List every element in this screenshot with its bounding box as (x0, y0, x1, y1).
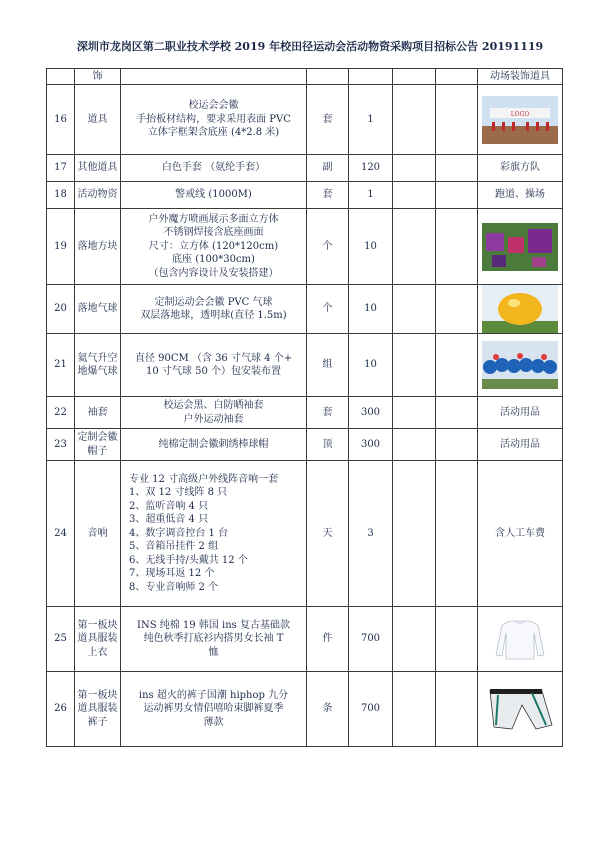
quantity: 700 (349, 607, 393, 672)
table-row (47, 607, 563, 672)
empty-cell (393, 461, 436, 607)
description-line: 8、专业音响师 2 个 (129, 581, 219, 593)
description-line: 恤 (208, 646, 219, 658)
empty-cell (436, 397, 478, 429)
description-line: 3、超重低音 4 只 (129, 514, 209, 526)
unit: 套 (307, 182, 349, 209)
item-description (121, 285, 307, 334)
item-name: 定制会徽帽子 (75, 429, 121, 461)
unit: 组 (307, 334, 349, 397)
description-line: 专业 12 寸高级户外线阵音响一套 (129, 473, 279, 485)
header-cell-note: 动场装饰道具 (478, 69, 563, 85)
description-line: ins 超火的裤子国潮 hiphop 九分 (138, 689, 289, 701)
item-name: 其他道具 (75, 155, 121, 182)
description-line: 纯棉定制会徽刺绣棒球帽 (158, 438, 269, 450)
row-number: 18 (47, 182, 75, 209)
description-line: 户外魔方喷画展示多面立方体 (148, 213, 279, 225)
unit: 套 (307, 397, 349, 429)
sports-meet-parade-photo (482, 96, 558, 144)
quantity: 3 (349, 461, 393, 607)
empty-cell (393, 672, 436, 747)
note-cell (478, 155, 563, 182)
row-number: 17 (47, 155, 75, 182)
note-cell (478, 182, 563, 209)
item-description (121, 209, 307, 285)
table-row (47, 209, 563, 285)
description-line: 户外运动袖套 (183, 413, 244, 425)
quantity: 700 (349, 672, 393, 747)
table-row (47, 85, 563, 155)
table-row (47, 461, 563, 607)
description-line: 直径 90CM （含 36 寸气球 4 个+ (134, 352, 293, 364)
item-description (121, 155, 307, 182)
description-line: 4、数字调音控台 1 台 (129, 527, 229, 539)
description-line: 校运会黑、白防晒袖套 (163, 400, 264, 411)
description-line: 2、监听音响 4 只 (129, 500, 209, 512)
table-row (47, 285, 563, 334)
note-cell (478, 461, 563, 607)
item-description (121, 334, 307, 397)
row-number: 19 (47, 209, 75, 285)
description-line: 10 寸气球 50 个）包安装布置 (146, 366, 281, 377)
description-line: 校运会会徽 (188, 100, 239, 112)
item-name: 音响 (75, 461, 121, 607)
unit: 套 (307, 85, 349, 155)
empty-cell (436, 155, 478, 182)
description-line: 6、无线手持/头戴共 12 个 (129, 554, 248, 566)
svg-text:LOGO: LOGO (510, 110, 530, 118)
empty-cell (393, 85, 436, 155)
unit: 顶 (307, 429, 349, 461)
empty-cell (436, 461, 478, 607)
item-name: 袖套 (75, 397, 121, 429)
item-name: 氦气升空地爆气球 (75, 334, 121, 397)
empty-cell (436, 334, 478, 397)
unit: 件 (307, 607, 349, 672)
table-row (47, 182, 563, 209)
unit: 个 (307, 209, 349, 285)
description-line: 底座 (100*30cm) (172, 254, 255, 266)
unit: 个 (307, 285, 349, 334)
document-title: 深圳市龙岗区第二职业技术学校 2019 年校田径运动会活动物资采购项目招标公告 20191119 (76, 40, 544, 53)
item-name: 第一板块道具服装上衣 (75, 607, 121, 672)
item-description (121, 672, 307, 747)
empty-cell (436, 209, 478, 285)
description-line: 不锈钢焊接含底座画面 (163, 227, 264, 239)
item-name: 活动物资 (75, 182, 121, 209)
empty-cell (393, 182, 436, 209)
table-row (47, 155, 563, 182)
empty-cell (393, 285, 436, 334)
row-number: 20 (47, 285, 75, 334)
note-cell (478, 607, 563, 672)
note-cell (478, 672, 563, 747)
empty-cell (393, 607, 436, 672)
row-number: 23 (47, 429, 75, 461)
procurement-table (46, 68, 563, 747)
row-number: 16 (47, 85, 75, 155)
header-row (47, 69, 563, 85)
white-long-sleeve-shirt-photo (482, 615, 558, 663)
note-cell (478, 285, 563, 334)
empty-cell (393, 155, 436, 182)
table-row (47, 397, 563, 429)
quantity: 1 (349, 182, 393, 209)
item-description (121, 85, 307, 155)
table-row (47, 429, 563, 461)
item-name: 第一板块道具服装裤子 (75, 672, 121, 747)
description-line: 定制运动会会徽 PVC 气球 (154, 296, 273, 308)
empty-cell (393, 334, 436, 397)
item-description (121, 397, 307, 429)
empty-cell (436, 607, 478, 672)
empty-cell (436, 285, 478, 334)
blue-balloon-arch-photo (482, 341, 558, 389)
note-text: 活动用品 (500, 438, 540, 450)
note-cell (478, 397, 563, 429)
unit: 条 (307, 672, 349, 747)
note-text: 活动用品 (500, 406, 540, 418)
item-description (121, 429, 307, 461)
quantity: 10 (349, 334, 393, 397)
note-cell (478, 429, 563, 461)
description-line: 5、音箱吊挂件 2 组 (129, 541, 219, 553)
description-line: 7、现场耳返 12 个 (129, 568, 215, 580)
description-line: 双层落地球，透明球(直径 1.5m) (140, 310, 287, 321)
row-number: 22 (47, 397, 75, 429)
description-line: 警戒线 (1000M) (175, 189, 252, 201)
row-number: 25 (47, 607, 75, 672)
description-line: 纯色秋季打底衫内搭男女长袖 T (143, 633, 284, 645)
display-cube-photo (482, 223, 558, 271)
table-row (47, 334, 563, 397)
quantity: 300 (349, 429, 393, 461)
description-line: 白色手套 （氨纶手套） (161, 162, 266, 174)
row-number: 24 (47, 461, 75, 607)
note-cell (478, 85, 563, 155)
header-cell-name: 饰 (75, 69, 121, 85)
description-line: 手抬板材结构，要求采用表面 PVC (136, 113, 291, 125)
empty-cell (436, 429, 478, 461)
yellow-balloon-photo (482, 285, 558, 333)
unit: 副 (307, 155, 349, 182)
description-line: 运动裤男女情侣嘻哈束脚裤夏季 (143, 703, 284, 715)
quantity: 10 (349, 209, 393, 285)
note-cell (478, 334, 563, 397)
quantity: 120 (349, 155, 393, 182)
note-cell (478, 209, 563, 285)
empty-cell (393, 429, 436, 461)
row-number: 21 (47, 334, 75, 397)
row-number: 26 (47, 672, 75, 747)
unit: 天 (307, 461, 349, 607)
note-text: 彩旗方队 (500, 162, 540, 174)
white-track-pants-photo (482, 685, 558, 733)
empty-cell (436, 182, 478, 209)
quantity: 1 (349, 85, 393, 155)
note-text: 含人工车费 (495, 527, 545, 539)
quantity: 10 (349, 285, 393, 334)
table-row (47, 672, 563, 747)
quantity: 300 (349, 397, 393, 429)
item-name: 道具 (75, 85, 121, 155)
description-line: INS 纯棉 19 韩国 ins 复古基础款 (137, 619, 290, 631)
empty-cell (436, 85, 478, 155)
empty-cell (393, 397, 436, 429)
description-line: 1、双 12 寸线阵 8 只 (129, 487, 228, 499)
item-description (121, 182, 307, 209)
description-line: 立体字框架含底座 (4*2.8 米) (147, 127, 280, 139)
empty-cell (393, 209, 436, 285)
description-line: （包含内容设计及安装搭建） (148, 267, 279, 279)
empty-cell (436, 672, 478, 747)
item-name: 落地方块 (75, 209, 121, 285)
note-text: 跑道、操场 (495, 189, 545, 201)
item-description (121, 607, 307, 672)
item-name: 落地气球 (75, 285, 121, 334)
description-line: 薄款 (203, 716, 224, 728)
description-line: 尺寸：立方体 (120*120cm) (148, 240, 279, 252)
item-description (121, 461, 307, 607)
